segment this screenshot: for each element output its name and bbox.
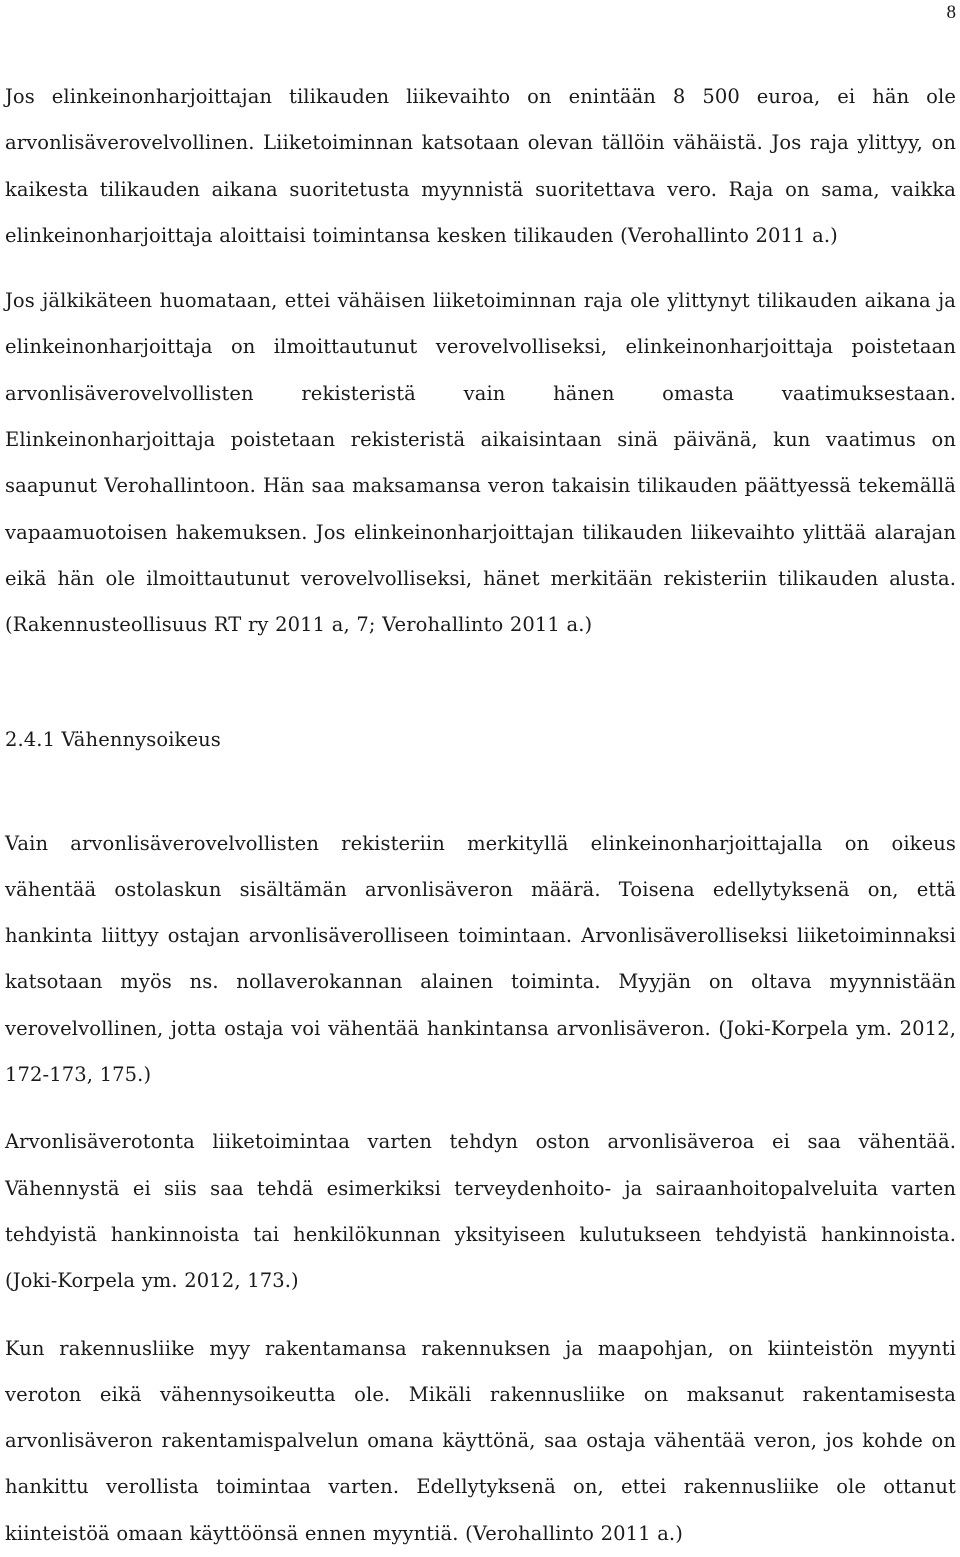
paragraph-registry-removal: Jos jälkikäteen huomataan, ettei vähäisen liiketoiminnan raja ole ylittynyt tilikauden aikana ja elinkeinonharjoittaja on ilmoittautunut verovelvolliseksi, elinkeinonharjoittaja poistetaan arvonlisäverovelvollisten rekisteristä vain hänen omasta vaatimuksestaan. Elinkeinonharjoittaja poistetaan rekisteristä aikaisintaan sinä päivänä, kun vaatimus on saapunut Verohallintoon. Hän saa maksamansa veron takaisin tilikauden päättyessä tekemällä vapaamuotoisen hakemuksen. Jos elinkeinonharjoittajan tilikauden liikevaihto ylittää alarajan eikä hän ole ilmoittautunut verovelvolliseksi, hänet merkitään rekisteriin tilikauden alusta. (Rakennusteollisuus RT ry 2011 a, 7; Verohallinto 2011 a.) xyxy=(5,289,956,637)
page-number: 8 xyxy=(946,2,956,23)
paragraph-deduction-right: Vain arvonlisäverovelvollisten rekisteriin merkityllä elinkeinonharjoittajalla on oikeus vähentää ostolaskun sisältämän arvonlisäveron määrä. Toisena edellytyksenä on, että hankinta liittyy ostajan arvonlisäverolliseen toimintaan. Arvonlisäverolliseksi liiketoiminnaksi katsotaan myös ns. nollaverokannan alainen toiminta. Myyjän on oltava myynnistään verovelvollinen, jotta ostaja voi vähentää hankintansa arvonlisäveron. (Joki-Korpela ym. 2012, 172-173, 175.) xyxy=(5,831,956,1087)
section-heading: 2.4.1 Vähennysoikeus xyxy=(5,727,221,751)
document-body xyxy=(5,74,956,1557)
paragraph-non-deductible: Arvonlisäverotonta liiketoimintaa varten tehdyn oston arvonlisäveroa ei saa vähentää. Vähennystä ei siis saa tehdä esimerkiksi terveydenhoito- ja sairaanhoitopalveluita varten tehdyistä hankinnoista tai henkilökunnan yksityiseen kulutukseen tehdyistä hankinnoista. (Joki-Korpela ym. 2012, 173.) xyxy=(5,1130,956,1293)
paragraph-turnover-threshold: Jos elinkeinonharjoittajan tilikauden liikevaihto on enintään 8 500 euroa, ei hän ole arvonlisäverovelvollinen. Liiketoiminnan katsotaan olevan tällöin vähäistä. Jos raja ylittyy, on kaikesta tilikauden aikana suoritetusta myynnistä suoritettava vero. Raja on sama, vaikka elinkeinonharjoittaja aloittaisi toimintansa kesken tilikauden (Verohallinto 2011 a.) xyxy=(5,85,956,247)
paragraph-real-estate-sale: Kun rakennusliike myy rakentamansa rakennuksen ja maapohjan, on kiinteistön myynti veroton eikä vähennysoikeutta ole. Mikäli rakennusliike on maksanut rakentamisesta arvonlisäveron rakentamispalvelun omana käyttönä, saa ostaja vähentää veron, jos kohde on hankittu verollista toimintaa varten. Edellytyksenä on, ettei rakennusliike ole ottanut kiinteistöä omaan käyttöönsä ennen myyntiä. (Verohallinto 2011 a.) xyxy=(5,1336,956,1545)
